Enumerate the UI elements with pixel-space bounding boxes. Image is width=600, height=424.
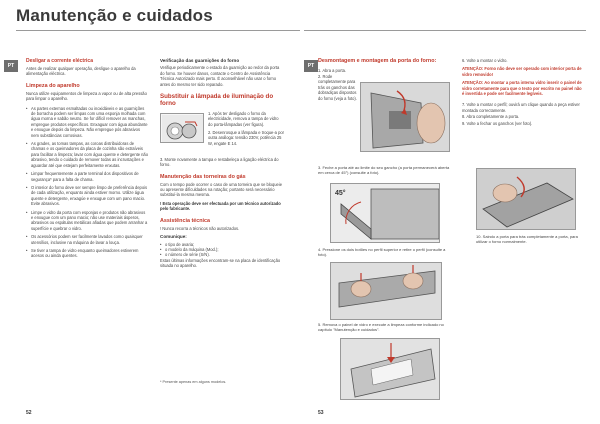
page-title: Manutenção e cuidados — [16, 6, 213, 25]
list-item: • Os acessórios podem ser facilmente lavados como quaisquer utensílios, inclusive na máquina de lavar a louça. — [26, 234, 148, 245]
list-item: • Limpar frequentemente a parte terminal dos dispositivos de segurança* para a falta de chama. — [26, 171, 148, 182]
door-step-4: 4. Pressione os dois botões no perfil superior e retire o perfil (consulte a foto). — [318, 247, 446, 258]
door-45-photo — [330, 183, 440, 243]
door-step-3: 3. Feche a porta até ao limite do seu gancho (a porta permanecerá aberta em cerca de 45°) (consulte a foto). — [318, 165, 450, 176]
hinge-photo — [360, 82, 450, 152]
list-item: • As grades, as tomas tampas, as coroas distribuidoras de chamas e os queimadores da placa de cozinha são extraíveis para facilitar a limpeza; lavar com água quente e detergente não abrasivo, tendo o cuidado de remover todas as incrustações e aguardar até que estejam perfeitamente enxutas. — [26, 141, 148, 168]
title-rule-right — [304, 30, 586, 31]
heading-assistance: Assistência técnica — [160, 217, 211, 224]
door-step-9: 9. Volte a fechar os ganchos (ver foto). — [462, 120, 533, 126]
door-step-7: 7. Volte a montar o perfil; ouvirá um clique quando a peça estiver montada correctamente. — [462, 102, 580, 113]
page-number-right: 53 — [318, 410, 324, 416]
door-step-10: 10. Saindo a porta para trás completamente a porta, para utilizar o forno normalmente. — [476, 234, 578, 245]
footnote: * Presente apenas em alguns modelos. — [160, 380, 227, 384]
title-rule-left — [16, 30, 300, 31]
column-4 — [462, 58, 582, 129]
para-identification: Estas últimas informações encontram-se na placa de identificação situada no aparelho. — [160, 257, 281, 269]
list-item: • Se tiver a tampa de vidro enquanto queimadores estiverem acesos ou ainda quentes. — [26, 248, 148, 259]
door-45-drawing — [331, 184, 440, 243]
language-tab-left: PT — [4, 60, 18, 72]
list-item: • O interior do forno deve ser sempre limpo de preferência depois de cada utilização, enquanto ainda estiver morno. Utilize água quente e detergente, enxagúe e enxugue com um pano macio. Evite abrasivos. — [26, 185, 148, 207]
door-step-6: 6. Volte a montar o vidro. — [462, 58, 508, 63]
warning-glass-orientation: ATENÇÃO: Ao montar a porta interna vidro inserir o painel de vidro corretamente para que o texto por escrito no painel não é invertida e pode ser facilmente legíveis. — [462, 80, 582, 97]
lamp-block — [160, 111, 284, 157]
para-gas-taps: Com o tempo pode ocorrer o caso de uma torneira que se bloqueie ou apresente dificuldades na rotação; portanto será necessário substituí-la mesma mesma. — [160, 181, 282, 198]
list-item: • Limpe o vidro da porta com esponjas e produtos não abrasivos e enxugue com um pano macio; não use materiais ásperos, abrasivos ou espátulas metálicas afiadas que podem arranhar a superfície e quebrar o vidro. — [26, 210, 148, 232]
para-assistance: ! Nunca recorra a técnicos não autorizados. — [160, 225, 240, 231]
para-door-seals: Verifique periodicamente o estado da guarnição ao redor da porta do forno. Se houver danos, contacte o Centro de Assistência Técnica Autorizado mais perto. É aconselhável não usar o forno antes do mesmo ter sido reparado. — [160, 65, 280, 87]
reassembly-photo — [476, 168, 576, 230]
door-step-8: 8. Abra completamente a porta. — [462, 114, 520, 120]
list-item: • As partes externas esmaltadas ou inoxidáveis e as guarnições de borracha podem ser limpas com uma esponja molhada com água morna e sabão neutro. Se for difícil remover as manchas, empregue produtos específicos. Enxaguar com água abundante e enxugue depois da limpeza. Não empregue pós abrasivos nem substâncias corrosivas. — [26, 106, 148, 138]
heading-cleaning: Limpeza do aparelho — [26, 82, 80, 89]
warning-gas-taps: ! Esta operação deve ser efectuada por um técnico autorizado pelo fabricante. — [160, 200, 281, 212]
lamp-step-3: 3. Monte novamente a tampa e restabeleça a ligação eléctrica do forno. — [160, 156, 279, 168]
column-1 — [26, 58, 148, 262]
page-number-left: 52 — [26, 410, 32, 416]
list-item: • o tipo de avaria; — [160, 242, 284, 247]
heading-door-seals: Verificação das guarnições do forno — [160, 58, 240, 63]
warning-glass-removed: ATENÇÃO: Forno não deve ser operado com interior porta de vidro removido! — [462, 66, 582, 77]
lamp-figure — [160, 113, 204, 143]
profile-drawing — [331, 263, 442, 320]
heading-door-removal: Desmontagem e montagem da porta do forno: — [318, 58, 437, 64]
lamp-step-2: 2. Desenrosque a lâmpada e troque-a por outra análoga: tensão 230V, potência 25 W, engate E 14. — [208, 130, 285, 146]
heading-lamp: Substituir a lâmpada de iluminação do forno — [160, 93, 274, 108]
glass-drawing — [341, 339, 440, 400]
para-cleaning: Nunca utilize equipamentos de limpeza a vapor ou de alta pressão para limpar o aparelho. — [26, 90, 147, 102]
lamp-icon — [161, 114, 204, 143]
heading-communicate: Comunique: — [160, 234, 187, 240]
door-step-1: 1. Abra a porta. — [318, 67, 346, 73]
list-item: • o modelo da máquina (Mod.); — [160, 247, 284, 252]
door-step-2: 2. Rode completamente para trás os ganchos das dobradiças dispostos do forno (veja a foto). — [318, 74, 357, 101]
para-disconnect: Antes de realizar qualquer operação, desligue o aparelho da alimentação eléctrica. — [26, 66, 136, 77]
list-item: • o número de série (S/N). — [160, 252, 284, 257]
heading-disconnect: Desligar a corrente eléctrica — [26, 58, 93, 64]
hinge-photo-drawing — [361, 83, 450, 152]
profile-photo — [330, 262, 442, 320]
language-tab-right: PT — [304, 60, 318, 72]
column-2 — [160, 58, 284, 272]
lamp-step-1: 1. Após ter desligado o forno da electricidade, remova a tampa de vidro do porta-lâmpadas (ver figura). — [208, 110, 279, 127]
reassembly-drawing — [477, 169, 576, 230]
door-step-5: 5. Remova o painel de vidro e execute a limpeza conforme indicado no capítulo "Manutenção e cuidados". — [318, 322, 444, 333]
heading-gas-taps: Manutenção das torneiras do gás — [160, 173, 246, 180]
glass-photo — [340, 338, 440, 400]
door-angle-label: 45° — [335, 190, 346, 197]
